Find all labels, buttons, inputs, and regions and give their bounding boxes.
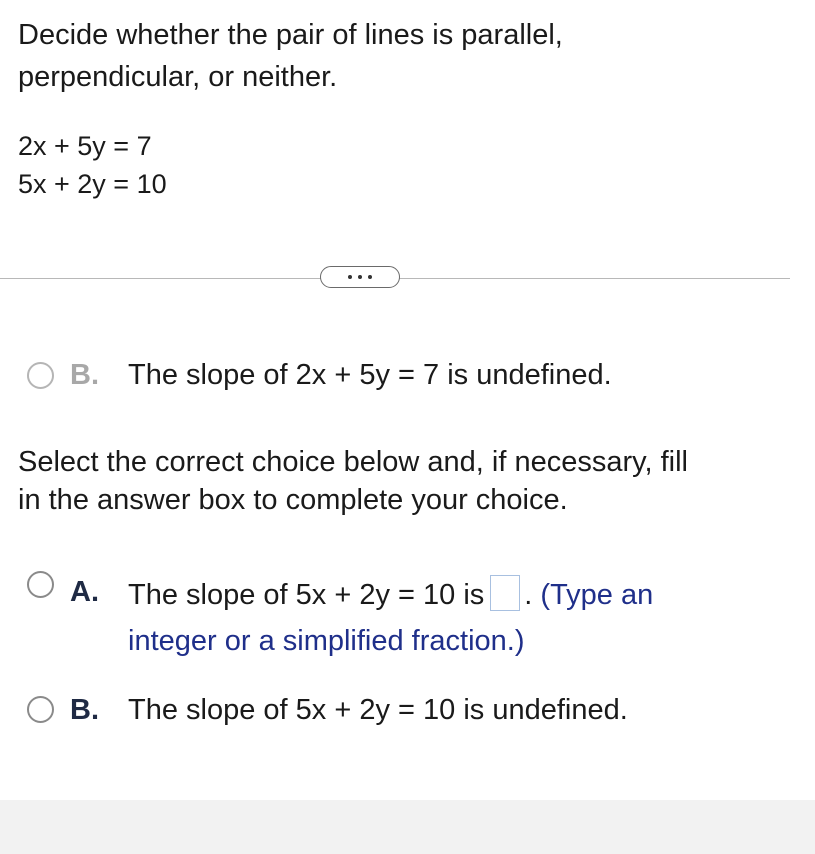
choice-a-period: . [524,579,533,611]
instruction-line-2: in the answer box to complete your choice. [18,484,568,516]
choice-b-radio[interactable] [27,696,54,723]
choice-a-text-before: The slope of 5x + 2y = 10 is [128,579,485,611]
choice-a-hint-1: (Type an [540,579,654,611]
ellipsis-dot-icon [368,275,372,279]
question-line-2: perpendicular, or neither. [18,61,338,93]
equation-system [18,127,167,203]
equation-2: 5x + 2y = 10 [18,169,167,199]
instruction-text [18,443,808,519]
choice-a-letter: A. [70,576,99,608]
previous-answer-letter: B. [70,359,99,391]
slope-answer-input[interactable] [490,575,520,611]
equation-1: 2x + 5y = 7 [18,131,152,161]
ellipsis-dot-icon [358,275,362,279]
previous-answer-radio [27,362,54,389]
question-text [18,14,798,98]
choice-a-radio[interactable] [27,571,54,598]
choice-a-hint-2: integer or a simplified fraction.) [128,625,525,657]
ellipsis-dot-icon [348,275,352,279]
choice-b-letter: B. [70,694,99,726]
question-line-1: Decide whether the pair of lines is parallel, [18,19,563,51]
instruction-line-1: Select the correct choice below and, if necessary, fill [18,446,689,478]
footer-bar [0,800,815,854]
previous-answer-text: The slope of 2x + 5y = 7 is undefined. [128,359,612,391]
choice-b-text: The slope of 5x + 2y = 10 is undefined. [128,694,628,726]
expand-ellipsis-button[interactable] [320,266,400,288]
choice-a-text [128,578,653,614]
